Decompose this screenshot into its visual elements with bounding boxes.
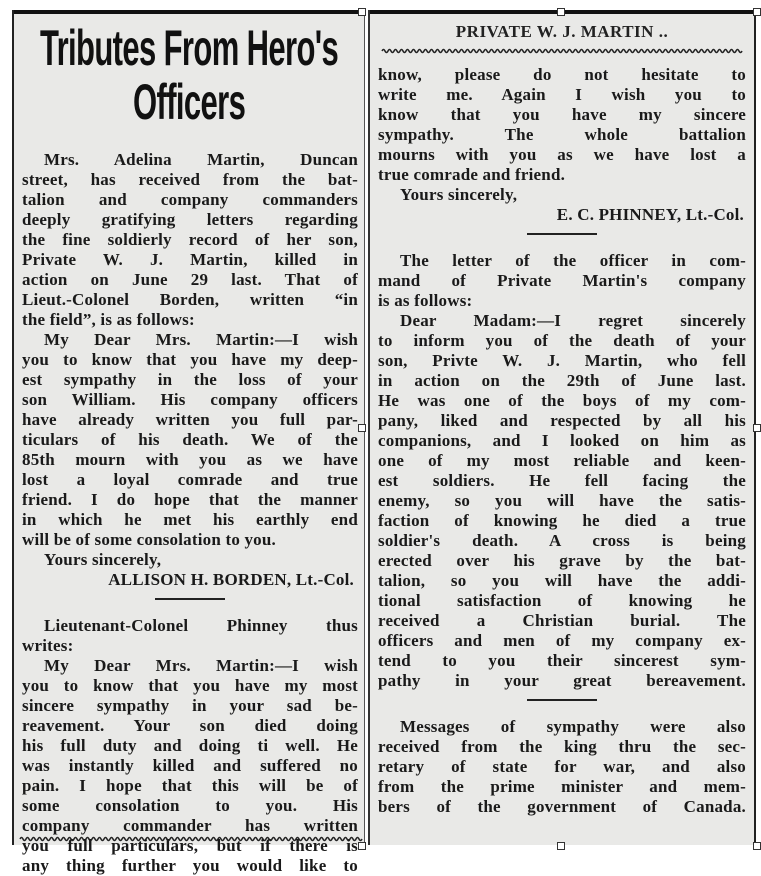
text-line: Dear Madam:—I regret sincerely	[400, 311, 746, 330]
text-line: from the prime minister and mem-	[378, 777, 746, 796]
text-line: pathy in your great bereavement.	[378, 671, 746, 690]
selection-handle[interactable]	[358, 842, 366, 850]
selection-handle[interactable]	[753, 842, 761, 850]
text-line: pany, liked and respected by all his	[378, 411, 746, 430]
text-line: you to know that you have my deep-	[22, 350, 358, 369]
text-line: est sympathy in the loss of your	[22, 370, 358, 389]
text-line: received from the king thru the sec-	[378, 737, 746, 756]
text-line: friend. I do hope that the manner	[22, 490, 358, 509]
text-line: soldier's death. A cross is being	[378, 531, 746, 550]
section-divider	[155, 598, 225, 600]
text-line: retary of state for war, and also	[378, 757, 746, 776]
text-line: reavement. Your son died doing	[22, 716, 358, 735]
text-line: erected over his grave by the bat-	[378, 551, 746, 570]
text-line: faction of knowing he died a true	[378, 511, 746, 530]
text-line: know that you have my sincere	[378, 105, 746, 124]
section-divider	[527, 699, 597, 701]
right-column	[368, 10, 756, 845]
text-line: his full duty and doing ti well. He	[22, 736, 358, 755]
text-line: ALLISON H. BORDEN, Lt.-Col.	[108, 570, 354, 589]
text-line: E. C. PHINNEY, Lt.-Col.	[556, 205, 744, 224]
text-line: officers and men of my company ex-	[378, 631, 746, 650]
text-line: any thing further you would like to	[22, 856, 358, 875]
text-line: the field”, is as follows:	[22, 310, 195, 329]
text-line: My Dear Mrs. Martin:—I wish	[44, 330, 358, 349]
header-wavy-rule	[382, 48, 742, 54]
section-divider	[527, 233, 597, 235]
selection-handle[interactable]	[358, 8, 366, 16]
text-line: pain. I hope that this will be of	[22, 776, 358, 795]
text-line: tend to you their sincerest sym-	[378, 651, 746, 670]
text-line: company commander has written	[22, 816, 358, 835]
text-line: is as follows:	[378, 291, 473, 310]
text-line: in which he met his earthly end	[22, 510, 358, 529]
text-line: street, has received from the bat-	[22, 170, 358, 189]
text-line: Yours sincerely,	[44, 550, 162, 569]
text-line: to inform you of the death of your	[378, 331, 746, 350]
text-line: was instantly killed and suffered no	[22, 756, 358, 775]
left-column	[12, 10, 365, 875]
selection-handle[interactable]	[557, 842, 565, 850]
text-line: sympathy. The whole battalion	[378, 125, 746, 144]
text-line: Lieut.-Colonel Borden, written “in	[22, 290, 358, 309]
text-line: know, please do not hesitate to	[378, 65, 746, 84]
text-line: writes:	[22, 636, 74, 655]
section-header: PRIVATE W. J. MARTIN ..	[455, 22, 669, 41]
top-rule	[14, 10, 364, 14]
text-line: sincere sympathy in your sad be-	[22, 696, 358, 715]
selection-handle[interactable]	[358, 424, 366, 432]
text-line: one of my most reliable and keen-	[378, 451, 746, 470]
headline-line-2	[14, 74, 364, 130]
text-line: 85th mourn with you as we have	[22, 450, 358, 469]
headline-text: Officers	[132, 74, 246, 130]
text-line: will be of some consolation to you.	[22, 530, 276, 549]
text-line: companions, and I looked on him as	[378, 431, 746, 450]
text-line: The letter of the officer in com-	[400, 251, 746, 270]
selection-handle[interactable]	[753, 8, 761, 16]
text-line: Private W. J. Martin, killed in	[22, 250, 358, 269]
text-line: talion and company commanders	[22, 190, 358, 209]
text-line: enemy, so you will have the satis-	[378, 491, 746, 510]
text-line: est soldiers. He fell facing the	[378, 471, 746, 490]
text-line: lost a loyal comrade and true	[22, 470, 358, 489]
text-line: Yours sincerely,	[400, 185, 518, 204]
text-line: He was one of the boys of my com-	[378, 391, 746, 410]
text-line: Messages of sympathy were also	[400, 717, 746, 736]
text-line: son William. His company officers	[22, 390, 358, 409]
text-line: deeply gratifying letters regarding	[22, 210, 358, 229]
text-line: mand of Private Martin's company	[378, 271, 746, 290]
text-line: you to know that you have my most	[22, 676, 358, 695]
text-line: bers of the government of Canada.	[378, 797, 746, 816]
text-line: write me. Again I wish you to	[378, 85, 746, 104]
text-line: have already written you full par-	[22, 410, 358, 429]
text-line: mourns with you as we have lost a	[378, 145, 746, 164]
text-line: My Dear Mrs. Martin:—I wish	[44, 656, 358, 675]
headline-line-1	[14, 20, 364, 76]
text-line: son, Privte W. J. Martin, who fell	[378, 351, 746, 370]
headline-text: Tributes From Hero's	[39, 20, 339, 76]
text-line: received a Christian burial. The	[378, 611, 746, 630]
text-line: ticulars of his death. We of the	[22, 430, 358, 449]
selection-handle[interactable]	[557, 8, 565, 16]
text-line: in action on the 29th of June last.	[378, 371, 746, 390]
text-line: some consolation to you. His	[22, 796, 358, 815]
text-line: Mrs. Adelina Martin, Duncan	[44, 150, 358, 169]
selection-handle[interactable]	[753, 424, 761, 432]
text-line: Lieutenant-Colonel Phinney thus	[44, 616, 358, 635]
text-line: tional satisfaction of knowing he	[378, 591, 746, 610]
text-line: true comrade and friend.	[378, 165, 566, 184]
text-line: you full particulars, but if there is	[22, 836, 358, 855]
text-line: the fine soldierly record of her son,	[22, 230, 358, 249]
text-line: action on June 29 last. That of	[22, 270, 358, 289]
text-line: talion, so you will have the addi-	[378, 571, 746, 590]
